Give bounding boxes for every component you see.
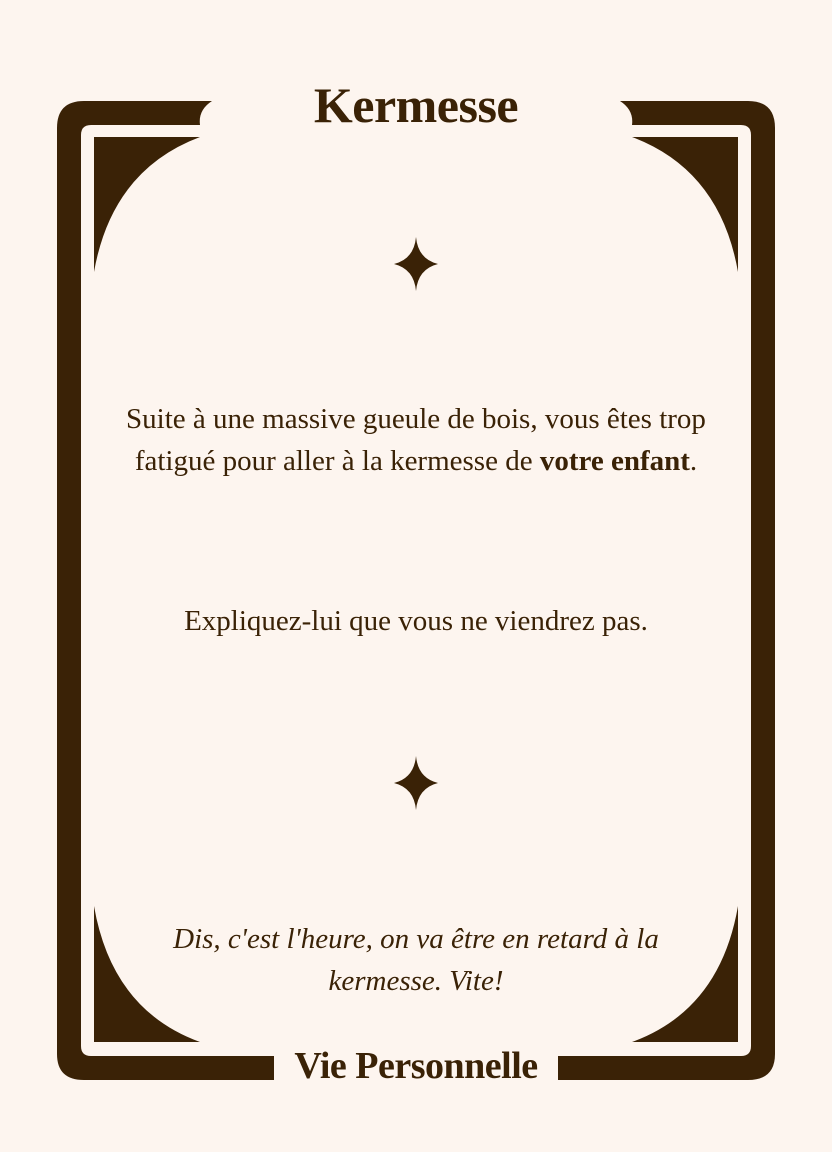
situation-part1: Suite à une massive gueule de bois, vous êtes trop fatigué pour aller à la kermesse de xyxy=(126,403,706,477)
quote-text: Dis, c'est l'heure, on va être en retard à la kermesse. Vite! xyxy=(173,923,659,997)
situation-part2: . xyxy=(689,445,698,477)
corner-ornament-top-right xyxy=(632,137,738,272)
instruction-text: Expliquez-lui que vous ne viendrez pas. xyxy=(184,605,648,637)
corner-ornament-top-left xyxy=(94,137,200,272)
situation-text xyxy=(100,398,732,482)
category-label: Vie Personnelle xyxy=(274,1038,558,1094)
four-point-star-icon xyxy=(394,756,438,810)
card-title: Kermesse xyxy=(313,77,519,133)
four-point-star-icon xyxy=(394,237,438,291)
situation-emphasis: votre enfant xyxy=(539,445,690,477)
